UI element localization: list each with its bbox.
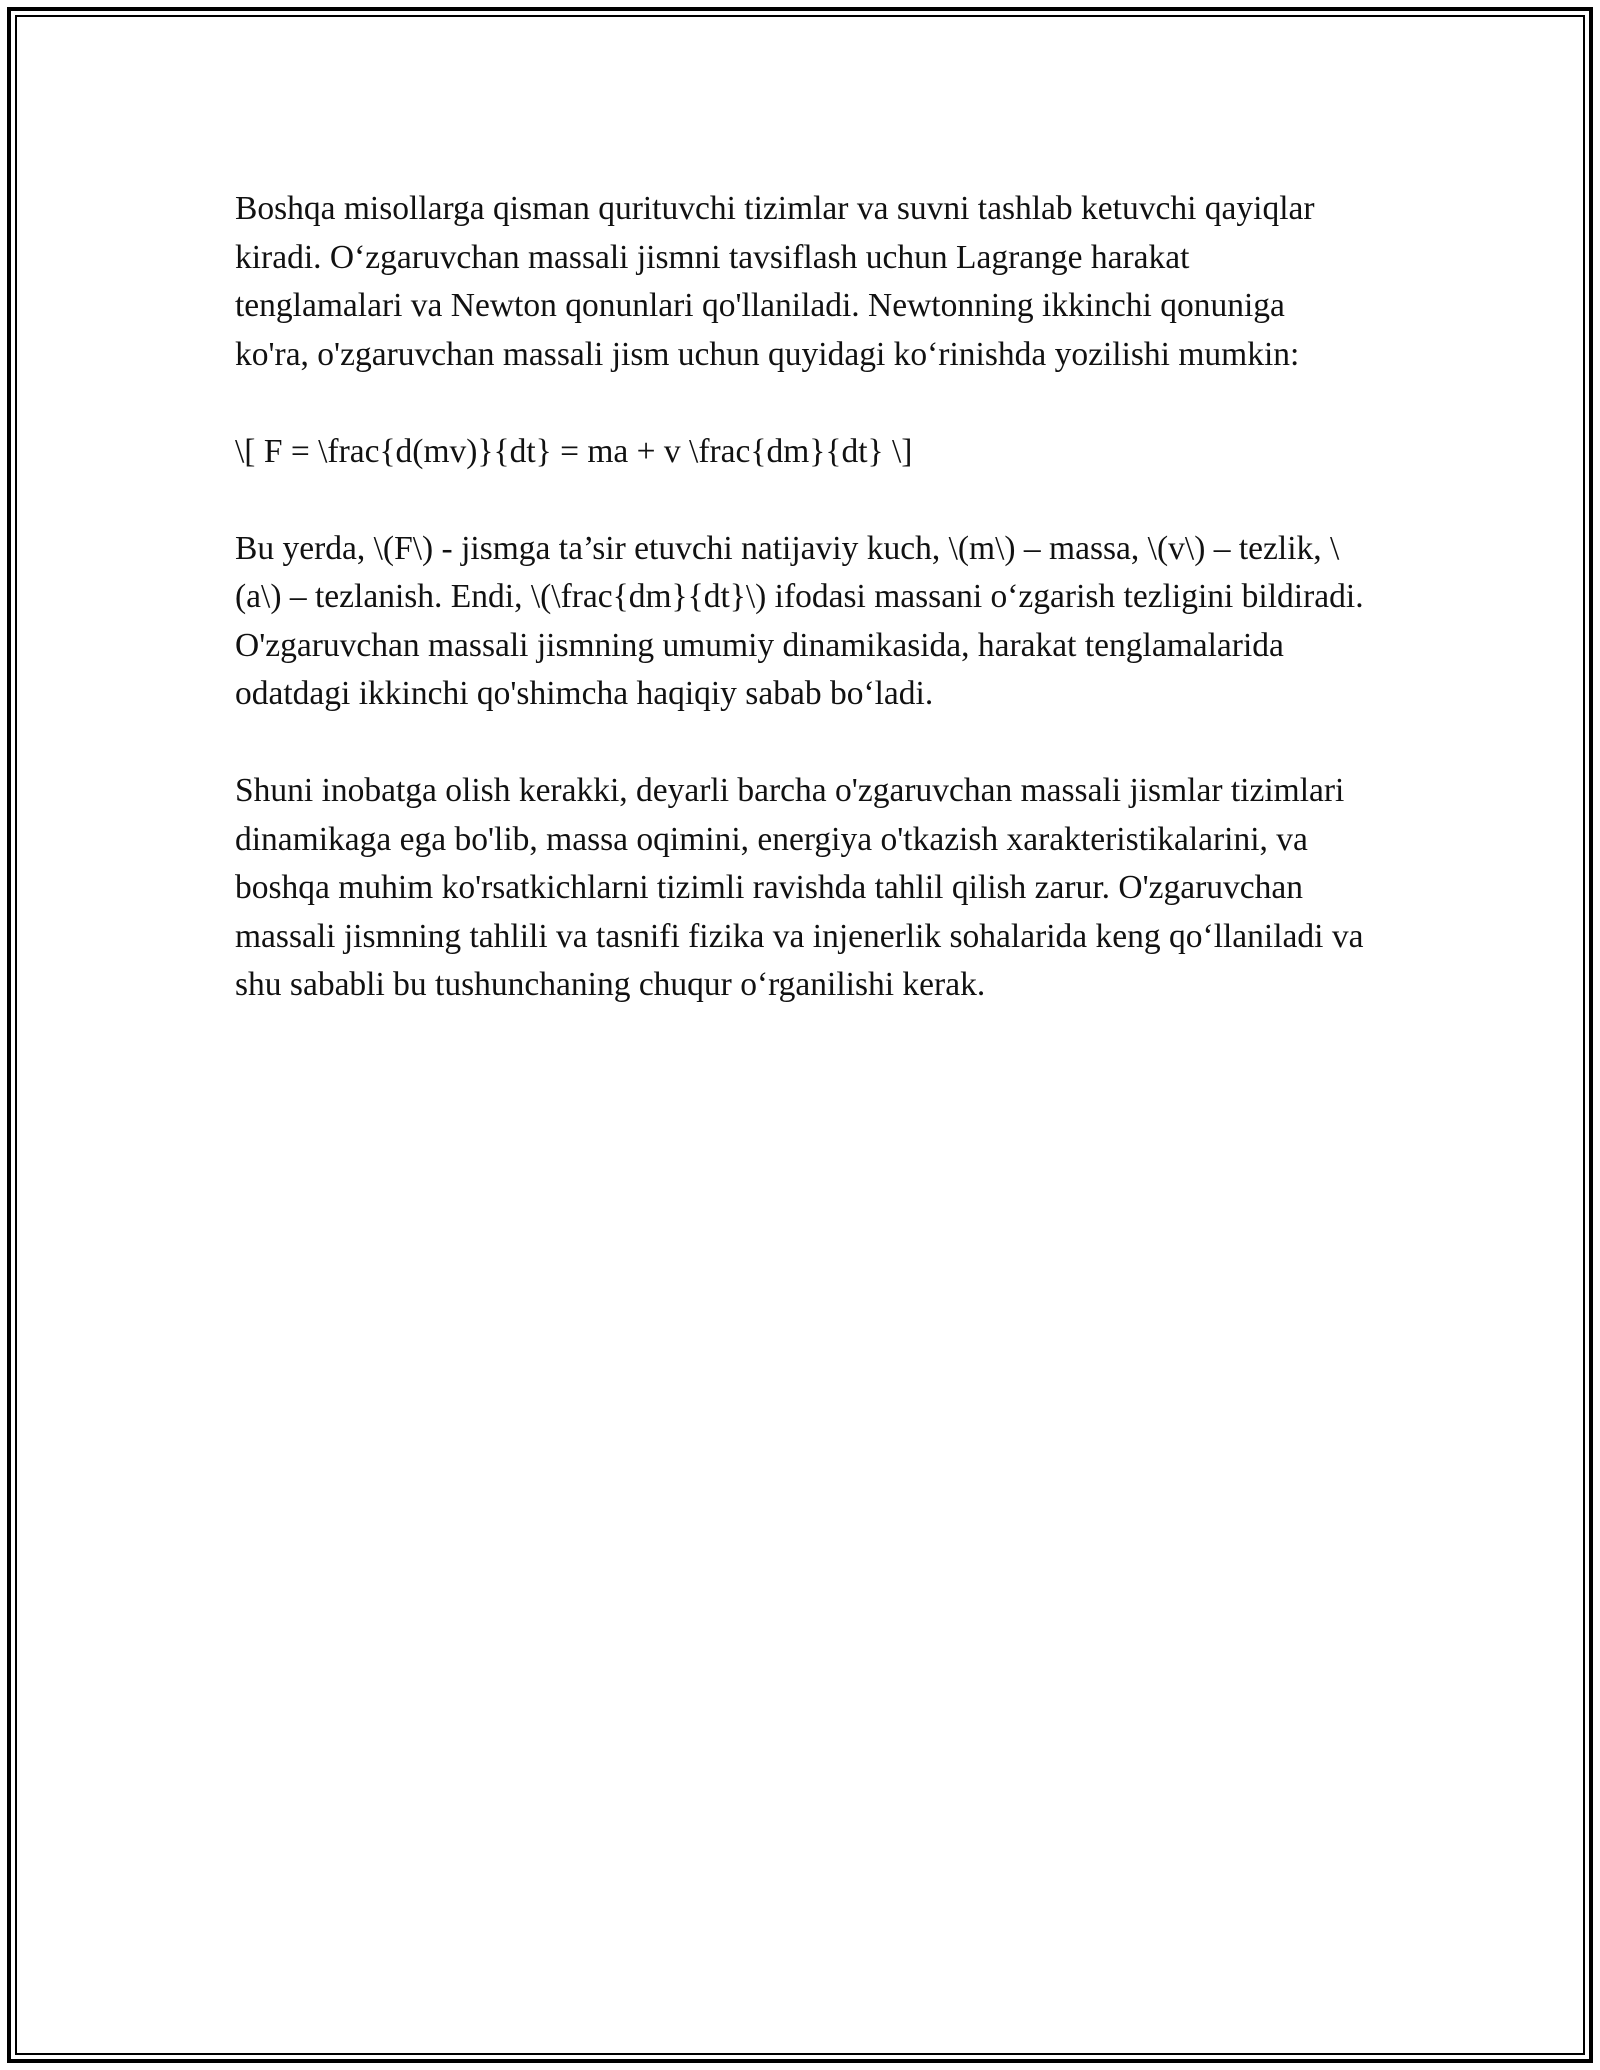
paragraph-intro: Boshqa misollarga qisman qurituvchi tizimlar va suvni tashlab ketuvchi qayiqlar kiradi. O‘zgaruvchan massali jismni tavsiflash uchun Lagrange harakat tenglamalari va Newton qonunlari qo'llaniladi. Newtonning ikkinchi qonuniga ko'ra, o'zgaruvchan massali jism uchun quyidagi ko‘rinishda yozilishi mumkin: — [235, 190, 1315, 373]
paragraph-conclusion: Shuni inobatga olish kerakki, deyarli barcha o'zgaruvchan massali jismlar tizimlari dinamikaga ega bo'lib, massa oqimini, energiya o'tkazish xarakteristikalarini, va boshqa muhim ko'rsatkichlarni tizimli ravishda tahlil qilish zarur. O'zgaruvchan massali jismning tahlili va tasnifi fizika va injenerlik sohalarida keng qo‘llaniladi va shu sababli bu tushunchaning chuqur o‘rganilishi kerak. — [235, 772, 1364, 1003]
paragraph-definitions: Bu yerda, \(F\) - jismga ta’sir etuvchi natijaviy kuch, \(m\) – massa, \(v\) – tezlik, \(a\) – tezlanish. Endi, \(\frac{dm}{dt}\) ifodasi massani o‘zgarish tezligini bildiradi. O'zgaruvchan massali jismning umumiy dinamikasida, harakat tenglamalarida odatdagi ikkinchi qo'shimcha haqiqiy sabab bo‘ladi. — [235, 529, 1364, 712]
document-body — [235, 185, 1365, 1058]
equation-line: \[ F = \frac{d(mv)}{dt} = ma + v \frac{dm}{dt} \] — [235, 432, 913, 470]
